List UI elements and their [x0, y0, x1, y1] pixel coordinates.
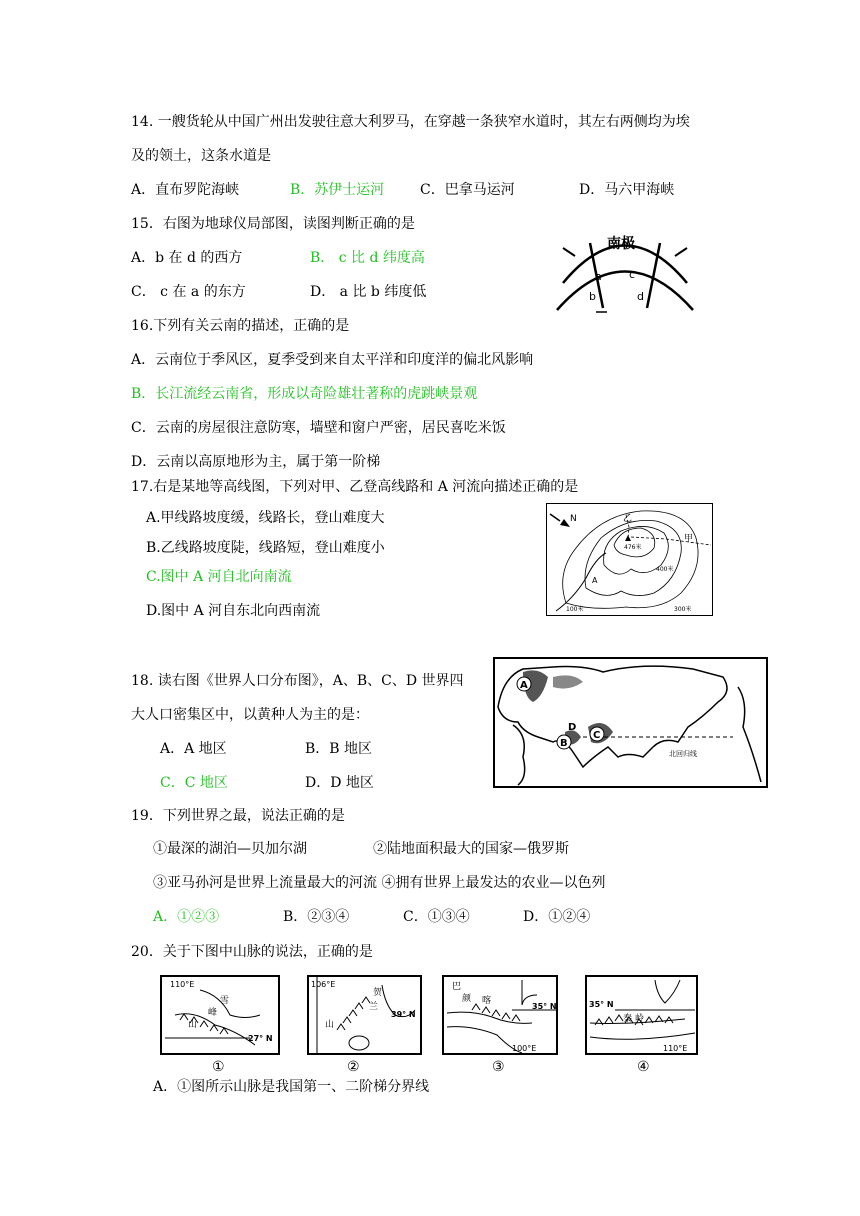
q19-statement-1: ①最深的湖泊—贝加尔湖 — [153, 841, 307, 857]
map2-name2: 兰 — [369, 1002, 379, 1012]
q19-option-b: B．②③④ — [283, 909, 350, 925]
mountain-map-2 — [307, 975, 422, 1055]
q18-stem-line1: 18. 读右图《世界人口分布图》，A、B、C、D 世界四 — [131, 673, 464, 689]
map2-top-label: 106°E — [311, 980, 336, 989]
q16-option-d: D．云南以高原地形为主，属于第一阶梯 — [131, 454, 381, 470]
contour-river-label: A — [592, 576, 598, 585]
q14-option-a: A．直布罗陀海峡 — [131, 182, 240, 198]
q19-statement-3-4: ③亚马孙河是世界上流量最大的河流 ④拥有世界上最发达的农业—以色列 — [153, 875, 606, 891]
map1-name3: 山 — [188, 1020, 198, 1030]
q17-stem: 17.右是某地等高线图，下列对甲、乙登高线路和 A 河流向描述正确的是 — [131, 479, 579, 495]
contour-map-figure — [546, 503, 713, 616]
map3-name1: 巴 — [452, 982, 462, 992]
q20-option-a: A．①图所示山脉是我国第一、二阶梯分界线 — [153, 1079, 430, 1095]
q15-stem: 15．右图为地球仪局部图，读图判断正确的是 — [131, 216, 415, 232]
map4-side-label: 35° N — [589, 1000, 614, 1009]
q16-option-a: A．云南位于季风区，夏季受到来自太平洋和印度洋的偏北风影响 — [131, 352, 534, 368]
map2-side-label: 39° N — [391, 1010, 416, 1019]
world-label-d: D — [568, 722, 577, 733]
map1-side-label: 27° N — [248, 1034, 273, 1043]
world-label-a: A — [520, 680, 528, 691]
map1-name1: 雪 — [220, 996, 230, 1006]
world-population-map — [493, 657, 768, 788]
world-tropic-label: 北回归线 — [669, 750, 697, 758]
map3-bottom-label: 100°E — [512, 1044, 537, 1053]
globe-label-b: b — [589, 290, 596, 303]
mountain-map-3 — [442, 975, 558, 1055]
contour-300: 300米 — [674, 606, 692, 613]
globe-label-c: c — [629, 268, 636, 281]
contour-north: N — [570, 514, 577, 524]
q17-option-a: A.甲线路坡度缓，线路长，登山难度大 — [146, 510, 385, 526]
q17-option-d: D.图中 A 河自东北向西南流 — [146, 603, 321, 619]
map3-caption: ③ — [492, 1059, 505, 1075]
contour-peak: 476米 — [624, 544, 642, 551]
q18-option-c: C．C 地区 — [160, 775, 228, 791]
map2-caption: ② — [347, 1059, 360, 1075]
q18-stem-line2: 大人口密集区中，以黄种人为主的是： — [131, 707, 369, 723]
q17-option-c: C.图中 A 河自北向南流 — [146, 569, 292, 585]
q18-option-b: B．B 地区 — [305, 741, 373, 757]
contour-yi: 乙 — [623, 514, 633, 524]
mountain-map-4 — [585, 975, 698, 1055]
contour-jia: 甲 — [684, 534, 694, 544]
map2-name3: 山 — [325, 1020, 335, 1030]
q14-option-c: C．巴拿马运河 — [420, 182, 515, 198]
q14-stem-line1: 14. 一艘货轮从中国广州出发驶往意大利罗马，在穿越一条狭窄水道时，其左右两侧均为埃 — [131, 114, 690, 130]
globe-label-d: d — [637, 290, 644, 303]
map4-caption: ④ — [637, 1059, 650, 1075]
q18-option-a: A．A 地区 — [160, 741, 227, 757]
q15-option-d: D． a 比 b 纬度低 — [310, 284, 427, 300]
world-label-c: C — [593, 730, 601, 741]
q16-stem: 16.下列有关云南的描述，正确的是 — [131, 318, 350, 334]
map4-bottom-label: 110°E — [663, 1044, 688, 1053]
q19-stem: 19．下列世界之最，说法正确的是 — [131, 808, 345, 824]
world-label-b: B — [560, 738, 568, 749]
q15-option-a: A．b 在 d 的西方 — [131, 250, 243, 266]
map1-top-label: 110°E — [170, 980, 195, 989]
q20-stem: 20．关于下图中山脉的说法，正确的是 — [131, 944, 373, 960]
q16-option-b: B．长江流经云南省，形成以奇险雄壮著称的虎跳峡景观 — [131, 386, 478, 402]
map1-caption: ① — [212, 1059, 225, 1075]
map3-name2: 颜 — [462, 994, 472, 1004]
map2-name1: 贺 — [373, 988, 383, 998]
q15-option-c: C． c 在 a 的东方 — [131, 284, 246, 300]
q14-option-b: B．苏伊士运河 — [290, 182, 385, 198]
globe-title: 南极 — [607, 236, 635, 252]
globe-figure — [555, 228, 695, 316]
map3-side-label: 35° N — [532, 1002, 557, 1011]
q14-option-d: D．马六甲海峡 — [579, 182, 675, 198]
contour-100: 100米 — [566, 606, 584, 613]
q19-option-d: D．①②④ — [523, 909, 591, 925]
mountain-map-1 — [160, 975, 280, 1055]
map1-name2: 峰 — [208, 1008, 218, 1018]
q16-option-c: C．云南的房屋很注意防寒，墙壁和窗户严密，居民喜吃米饭 — [131, 420, 506, 436]
q17-option-b: B.乙线路坡度陡，线路短，登山难度小 — [146, 540, 385, 556]
q15-option-b: B． c 比 d 纬度高 — [310, 250, 425, 266]
map3-name3: 喀 — [482, 996, 492, 1006]
contour-400: 400米 — [656, 566, 674, 573]
q18-option-d: D．D 地区 — [305, 775, 374, 791]
map4-name1: 秦 — [623, 1014, 633, 1024]
q19-option-c: C．①③④ — [403, 909, 470, 925]
globe-label-a: a — [595, 270, 602, 283]
map4-name2: 岭 — [635, 1014, 645, 1024]
q19-statement-2: ②陆地面积最大的国家—俄罗斯 — [373, 841, 569, 857]
q19-option-a: A．①②③ — [153, 909, 220, 925]
q14-stem-line2: 及的领土，这条水道是 — [131, 148, 271, 164]
